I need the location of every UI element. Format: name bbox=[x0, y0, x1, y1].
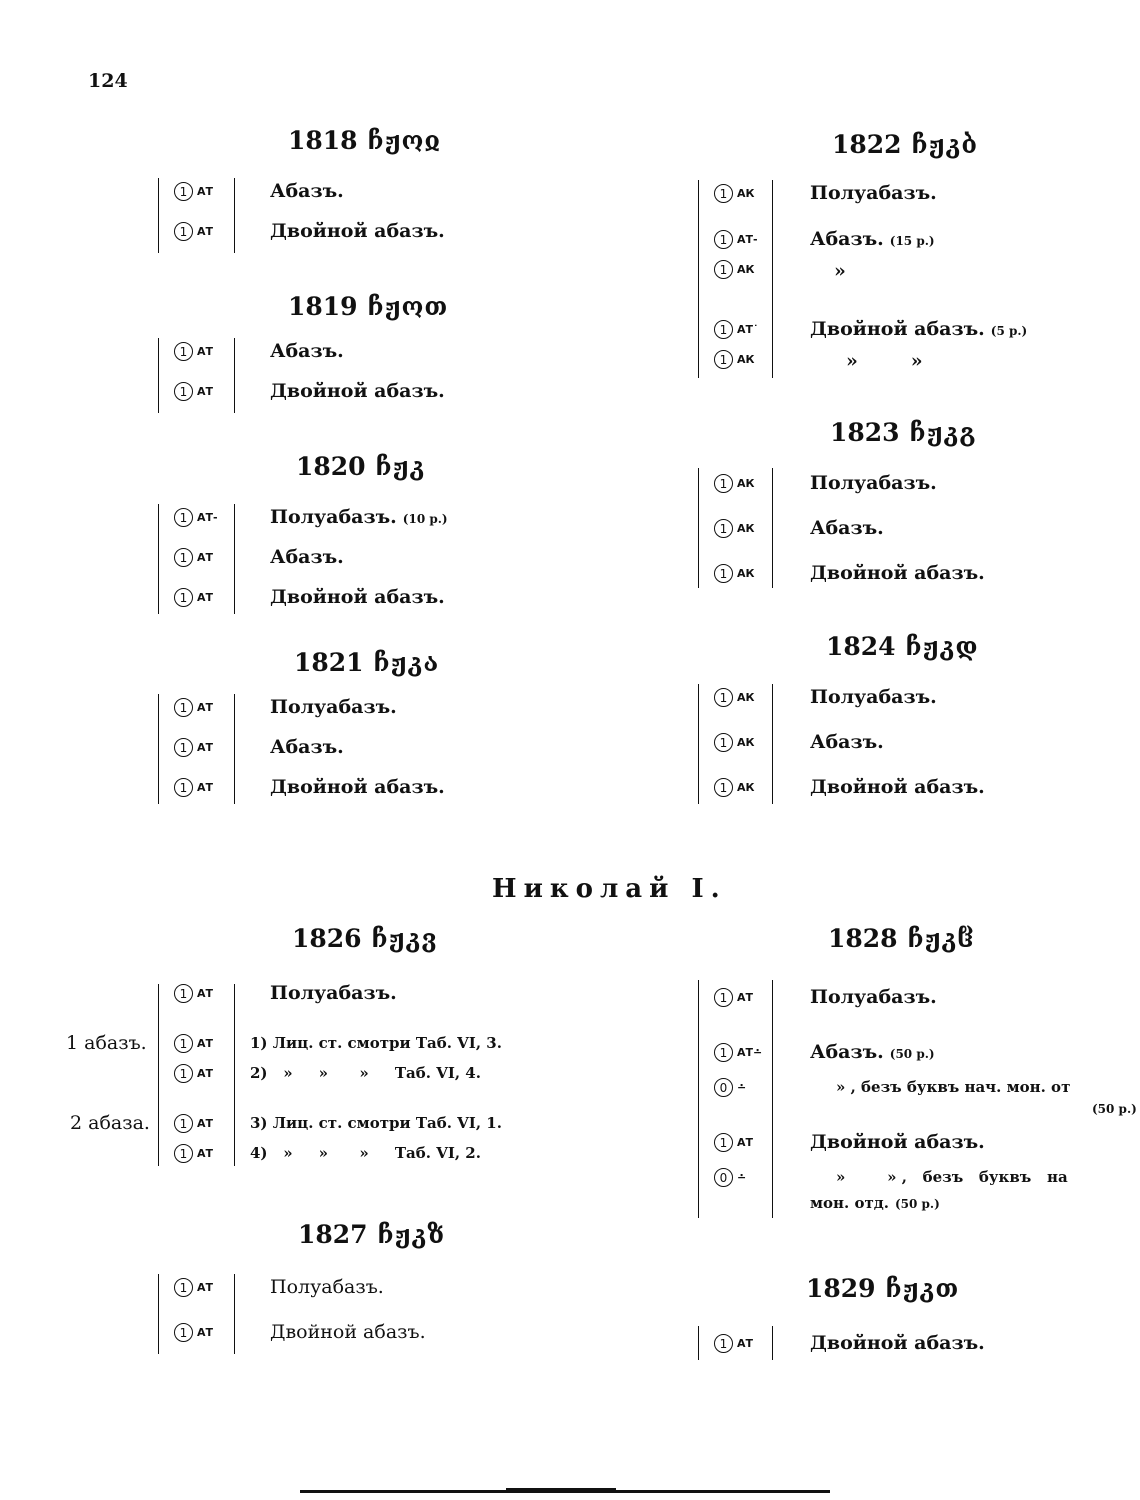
grade-circle: 1 bbox=[714, 260, 733, 279]
mintmaster-initials: АК bbox=[737, 567, 755, 580]
coin-description bbox=[810, 517, 884, 539]
mint-mark bbox=[714, 184, 755, 203]
coin-description bbox=[270, 696, 397, 718]
coin-name: Полуабазъ. bbox=[270, 982, 397, 1004]
year-number: 1827 bbox=[298, 1220, 368, 1249]
mint-mark bbox=[714, 778, 755, 797]
grade-circle: 1 bbox=[714, 1334, 733, 1353]
mintmaster-initials: АТ bbox=[197, 591, 214, 604]
year-heading-1822 bbox=[832, 130, 978, 159]
mintmaster-initials: АТ bbox=[197, 385, 214, 398]
mintmaster-initials: АТ bbox=[737, 1136, 754, 1149]
mint-mark bbox=[714, 688, 755, 707]
coin-description bbox=[834, 260, 846, 282]
variant-note: 1) Лиц. ст. смотри Таб. VI, 3. bbox=[250, 1034, 502, 1052]
grade-circle: 1 bbox=[714, 184, 733, 203]
mintmaster-initials: АТ bbox=[197, 1281, 214, 1294]
grade-circle: 1 bbox=[174, 508, 193, 527]
mintmaster-initials: АК bbox=[737, 187, 755, 200]
coin-name: Двойной абазъ. bbox=[810, 1131, 985, 1153]
grade-circle: 1 bbox=[174, 548, 193, 567]
left-rule bbox=[158, 178, 159, 253]
right-rule bbox=[234, 1274, 235, 1354]
year-number: 1818 bbox=[288, 126, 358, 155]
mint-mark bbox=[174, 508, 218, 527]
mintmaster-initials: АТ bbox=[197, 701, 214, 714]
grade-circle: 1 bbox=[174, 778, 193, 797]
mintmaster-initials: АТ˙ bbox=[737, 323, 759, 336]
coin-name: Двойной абазъ. bbox=[810, 776, 985, 798]
mint-mark bbox=[174, 382, 213, 401]
mintmaster-initials: АТ∸ bbox=[737, 1046, 763, 1059]
mintmaster-initials: АТ bbox=[197, 1326, 214, 1339]
denomination-label: 1 абазъ. bbox=[66, 1032, 147, 1054]
left-rule bbox=[698, 180, 699, 378]
coin-description bbox=[836, 1168, 1136, 1186]
section-title: Николай I. bbox=[492, 874, 727, 904]
mint-mark bbox=[714, 1043, 762, 1062]
coin-description bbox=[270, 982, 397, 1004]
georgian-year: ჩჟკა bbox=[373, 648, 440, 677]
mintmaster-initials: АТ bbox=[737, 1337, 754, 1350]
mintmaster-initials: АК bbox=[737, 736, 755, 749]
mintmaster-initials: АТ bbox=[197, 551, 214, 564]
grade-circle: 1 bbox=[714, 564, 733, 583]
mint-mark bbox=[714, 1168, 746, 1187]
mintmaster-initials: АК bbox=[737, 353, 755, 366]
coin-description bbox=[810, 1131, 985, 1153]
coin-description-continued bbox=[810, 1194, 940, 1212]
coin-name: Полуабазъ. bbox=[810, 472, 937, 494]
coin-name: Двойной абазъ. bbox=[270, 1321, 426, 1343]
mintmaster-initials: АТ bbox=[737, 991, 754, 1004]
coin-name: Абазъ. bbox=[810, 731, 884, 753]
left-rule bbox=[698, 1326, 699, 1360]
year-heading-1829 bbox=[806, 1274, 959, 1303]
year-number: 1819 bbox=[288, 292, 358, 321]
left-rule bbox=[158, 338, 159, 413]
mintmaster-initials: АТ bbox=[197, 345, 214, 358]
mint-mark bbox=[174, 1114, 213, 1133]
mint-mark bbox=[714, 988, 753, 1007]
coin-name: Полуабазъ. bbox=[810, 986, 937, 1008]
mintmaster-initials: АК bbox=[737, 263, 755, 276]
grade-circle: 1 bbox=[714, 519, 733, 538]
left-rule bbox=[158, 694, 159, 804]
grade-circle: 1 bbox=[714, 1043, 733, 1062]
georgian-year: ჩჟოთ bbox=[367, 292, 449, 321]
coin-name: Двойной абазъ. bbox=[810, 318, 985, 340]
year-heading-1821 bbox=[294, 648, 439, 677]
mintmaster-initials: АТ bbox=[197, 1147, 214, 1160]
left-rule bbox=[698, 468, 699, 588]
left-rule bbox=[698, 980, 699, 1218]
grade-circle: 1 bbox=[714, 350, 733, 369]
grade-circle: 1 bbox=[174, 1114, 193, 1133]
coin-description bbox=[250, 1034, 502, 1052]
coin-description bbox=[810, 731, 884, 753]
mint-mark bbox=[714, 474, 755, 493]
variant-note: » » , безъ буквъ на bbox=[836, 1168, 1068, 1186]
right-rule bbox=[772, 980, 773, 1218]
mint-mark bbox=[714, 733, 755, 752]
grade-circle: 1 bbox=[714, 988, 733, 1007]
mint-mark bbox=[174, 1323, 213, 1342]
grade-circle: 1 bbox=[714, 688, 733, 707]
mint-mark bbox=[174, 1144, 213, 1163]
right-rule bbox=[772, 684, 773, 804]
coin-description bbox=[810, 182, 937, 204]
coin-name: Полуабазъ. bbox=[270, 506, 397, 528]
price: (50 р.) bbox=[1092, 1102, 1137, 1116]
coin-name: Полуабазъ. bbox=[270, 696, 397, 718]
right-rule bbox=[772, 1326, 773, 1360]
left-rule bbox=[158, 504, 159, 614]
coin-description bbox=[270, 340, 344, 362]
mintmaster-initials: АТ bbox=[197, 225, 214, 238]
mint-mark bbox=[174, 984, 213, 1003]
mintmaster-initials: АТ bbox=[197, 741, 214, 754]
mint-mark bbox=[174, 698, 213, 717]
year-heading-1824 bbox=[826, 632, 979, 661]
right-rule bbox=[234, 338, 235, 413]
variant-note: мон. отд. bbox=[810, 1194, 889, 1212]
price: (15 р.) bbox=[889, 234, 935, 248]
grade-circle: 0 bbox=[714, 1168, 733, 1187]
georgian-year: ჩჟკგ bbox=[909, 418, 977, 447]
mint-mark bbox=[174, 548, 213, 567]
coin-description bbox=[810, 1332, 985, 1354]
coin-description bbox=[810, 318, 1027, 340]
grade-circle: 1 bbox=[714, 230, 733, 249]
year-heading-1826 bbox=[292, 924, 438, 953]
grade-circle: 1 bbox=[174, 1034, 193, 1053]
coin-description bbox=[810, 562, 985, 584]
grade-circle: 1 bbox=[714, 778, 733, 797]
mintmaster-initials: АТ bbox=[197, 1067, 214, 1080]
coin-name: Абазъ. bbox=[810, 517, 884, 539]
coin-description bbox=[270, 380, 445, 402]
mintmaster-initials: АТ bbox=[197, 781, 214, 794]
grade-circle: 1 bbox=[174, 182, 193, 201]
price: (50 р.) bbox=[894, 1197, 940, 1211]
year-heading-1828 bbox=[828, 924, 975, 953]
left-rule bbox=[158, 984, 159, 1166]
mint-mark bbox=[714, 350, 755, 369]
grade-circle: 1 bbox=[174, 1323, 193, 1342]
coin-name: Двойной абазъ. bbox=[270, 776, 445, 798]
coin-description bbox=[270, 1276, 384, 1298]
price: (5 р.) bbox=[990, 324, 1028, 338]
year-number: 1826 bbox=[292, 924, 362, 953]
mint-mark bbox=[714, 1078, 746, 1097]
mint-mark bbox=[714, 1133, 753, 1152]
mint-mark bbox=[174, 182, 213, 201]
mintmaster-initials: АК bbox=[737, 522, 755, 535]
mint-mark bbox=[174, 1064, 213, 1083]
year-heading-1820 bbox=[296, 452, 425, 481]
georgian-year: ჩჟკდ bbox=[905, 632, 979, 661]
mint-mark bbox=[714, 519, 755, 538]
coin-description bbox=[250, 1114, 502, 1132]
mintmaster-initials: ∸ bbox=[737, 1171, 747, 1184]
right-rule bbox=[772, 180, 773, 378]
coin-name: Двойной абазъ. bbox=[810, 562, 985, 584]
grade-circle: 1 bbox=[174, 698, 193, 717]
mint-mark bbox=[174, 1034, 213, 1053]
coin-description bbox=[270, 586, 445, 608]
coin-name: Двойной абазъ. bbox=[810, 1332, 985, 1354]
mint-mark bbox=[714, 230, 758, 249]
grade-circle: 1 bbox=[174, 588, 193, 607]
right-rule bbox=[234, 504, 235, 614]
grade-circle: 1 bbox=[714, 474, 733, 493]
grade-circle: 1 bbox=[174, 1144, 193, 1163]
coin-description bbox=[270, 220, 445, 242]
year-number: 1823 bbox=[830, 418, 900, 447]
mintmaster-initials: АК bbox=[737, 781, 755, 794]
mintmaster-initials: АК bbox=[737, 691, 755, 704]
coin-description bbox=[270, 506, 448, 528]
page-number: 124 bbox=[88, 70, 128, 92]
mintmaster-initials: АТ bbox=[197, 185, 214, 198]
year-number: 1824 bbox=[826, 632, 896, 661]
mint-mark bbox=[174, 588, 213, 607]
coin-description bbox=[846, 350, 923, 372]
mint-mark bbox=[174, 342, 213, 361]
variant-note: » , безъ буквъ нач. мон. от bbox=[836, 1078, 1071, 1096]
coin-name: Полуабазъ. bbox=[810, 686, 937, 708]
coin-description bbox=[270, 546, 344, 568]
coin-name: Абазъ. bbox=[810, 1041, 884, 1063]
coin-description bbox=[810, 228, 935, 250]
georgian-year: ჩჟკჱ bbox=[907, 924, 975, 953]
coin-name: Полуабазъ. bbox=[810, 182, 937, 204]
price: (50 р.) bbox=[889, 1047, 935, 1061]
left-rule bbox=[158, 1274, 159, 1354]
grade-circle: 1 bbox=[714, 1133, 733, 1152]
grade-circle: 1 bbox=[714, 733, 733, 752]
mintmaster-initials: АТ bbox=[197, 987, 214, 1000]
grade-circle: 1 bbox=[174, 222, 193, 241]
grade-circle: 0 bbox=[714, 1078, 733, 1097]
coin-description bbox=[270, 776, 445, 798]
grade-circle: 1 bbox=[174, 984, 193, 1003]
mint-mark bbox=[174, 778, 213, 797]
right-rule bbox=[234, 694, 235, 804]
mint-mark bbox=[714, 260, 755, 279]
bottom-rule-thick bbox=[506, 1488, 616, 1493]
mintmaster-initials: АТ- bbox=[737, 233, 758, 246]
coin-description bbox=[810, 986, 937, 1008]
year-number: 1820 bbox=[296, 452, 366, 481]
mint-mark bbox=[714, 320, 759, 339]
coin-name: Абазъ. bbox=[810, 228, 884, 250]
mintmaster-initials: АТ bbox=[197, 1037, 214, 1050]
variant-note: 3) Лиц. ст. смотри Таб. VI, 1. bbox=[250, 1114, 502, 1132]
georgian-year: ჩჟოჲ bbox=[367, 126, 442, 155]
grade-circle: 1 bbox=[174, 1278, 193, 1297]
grade-circle: 1 bbox=[174, 342, 193, 361]
grade-circle: 1 bbox=[714, 320, 733, 339]
coin-name: Двойной абазъ. bbox=[270, 380, 445, 402]
year-number: 1828 bbox=[828, 924, 898, 953]
mint-mark bbox=[174, 1278, 213, 1297]
ditto-mark: » » bbox=[846, 350, 923, 372]
coin-description bbox=[810, 686, 937, 708]
right-rule bbox=[772, 468, 773, 588]
denomination-label: 2 абаза. bbox=[70, 1112, 150, 1134]
variant-note: 4) » » » Таб. VI, 2. bbox=[250, 1144, 481, 1162]
coin-name: Абазъ. bbox=[270, 546, 344, 568]
right-rule bbox=[234, 178, 235, 253]
year-heading-1819 bbox=[288, 292, 448, 321]
coin-name: Абазъ. bbox=[270, 736, 344, 758]
coin-name: Абазъ. bbox=[270, 340, 344, 362]
coin-name: Абазъ. bbox=[270, 180, 344, 202]
mint-mark bbox=[174, 738, 213, 757]
grade-circle: 1 bbox=[174, 738, 193, 757]
grade-circle: 1 bbox=[174, 382, 193, 401]
coin-name: Двойной абазъ. bbox=[270, 586, 445, 608]
year-heading-1818 bbox=[288, 126, 441, 155]
coin-description bbox=[836, 1078, 1136, 1096]
mint-mark bbox=[174, 222, 213, 241]
georgian-year: ჩჟკბ bbox=[911, 130, 979, 159]
coin-name: Полуабазъ. bbox=[270, 1276, 384, 1298]
mint-mark bbox=[714, 564, 755, 583]
mintmaster-initials: АТ- bbox=[197, 511, 218, 524]
coin-description bbox=[270, 1321, 426, 1343]
mintmaster-initials: ∸ bbox=[737, 1081, 747, 1094]
georgian-year: ჩჟკვ bbox=[371, 924, 438, 953]
georgian-year: ჩჟკთ bbox=[885, 1274, 960, 1303]
georgian-year: ჩჟკზ bbox=[377, 1220, 446, 1249]
mint-mark bbox=[714, 1334, 753, 1353]
year-number: 1822 bbox=[832, 130, 902, 159]
mintmaster-initials: АТ bbox=[197, 1117, 214, 1130]
year-number: 1821 bbox=[294, 648, 364, 677]
price: (10 р.) bbox=[402, 512, 448, 526]
georgian-year: ჩჟკ bbox=[375, 452, 426, 481]
mintmaster-initials: АК bbox=[737, 477, 755, 490]
coin-name: Двойной абазъ. bbox=[270, 220, 445, 242]
coin-description bbox=[810, 776, 985, 798]
grade-circle: 1 bbox=[174, 1064, 193, 1083]
coin-description bbox=[810, 472, 937, 494]
coin-description bbox=[250, 1064, 481, 1082]
year-number: 1829 bbox=[806, 1274, 876, 1303]
coin-description bbox=[270, 180, 344, 202]
coin-description bbox=[810, 1041, 935, 1063]
year-heading-1823 bbox=[830, 418, 977, 447]
coin-description bbox=[270, 736, 344, 758]
left-rule bbox=[698, 684, 699, 804]
right-rule bbox=[234, 984, 235, 1166]
year-heading-1827 bbox=[298, 1220, 445, 1249]
coin-description bbox=[250, 1144, 481, 1162]
variant-note: 2) » » » Таб. VI, 4. bbox=[250, 1064, 481, 1082]
ditto-mark: » bbox=[834, 260, 846, 282]
